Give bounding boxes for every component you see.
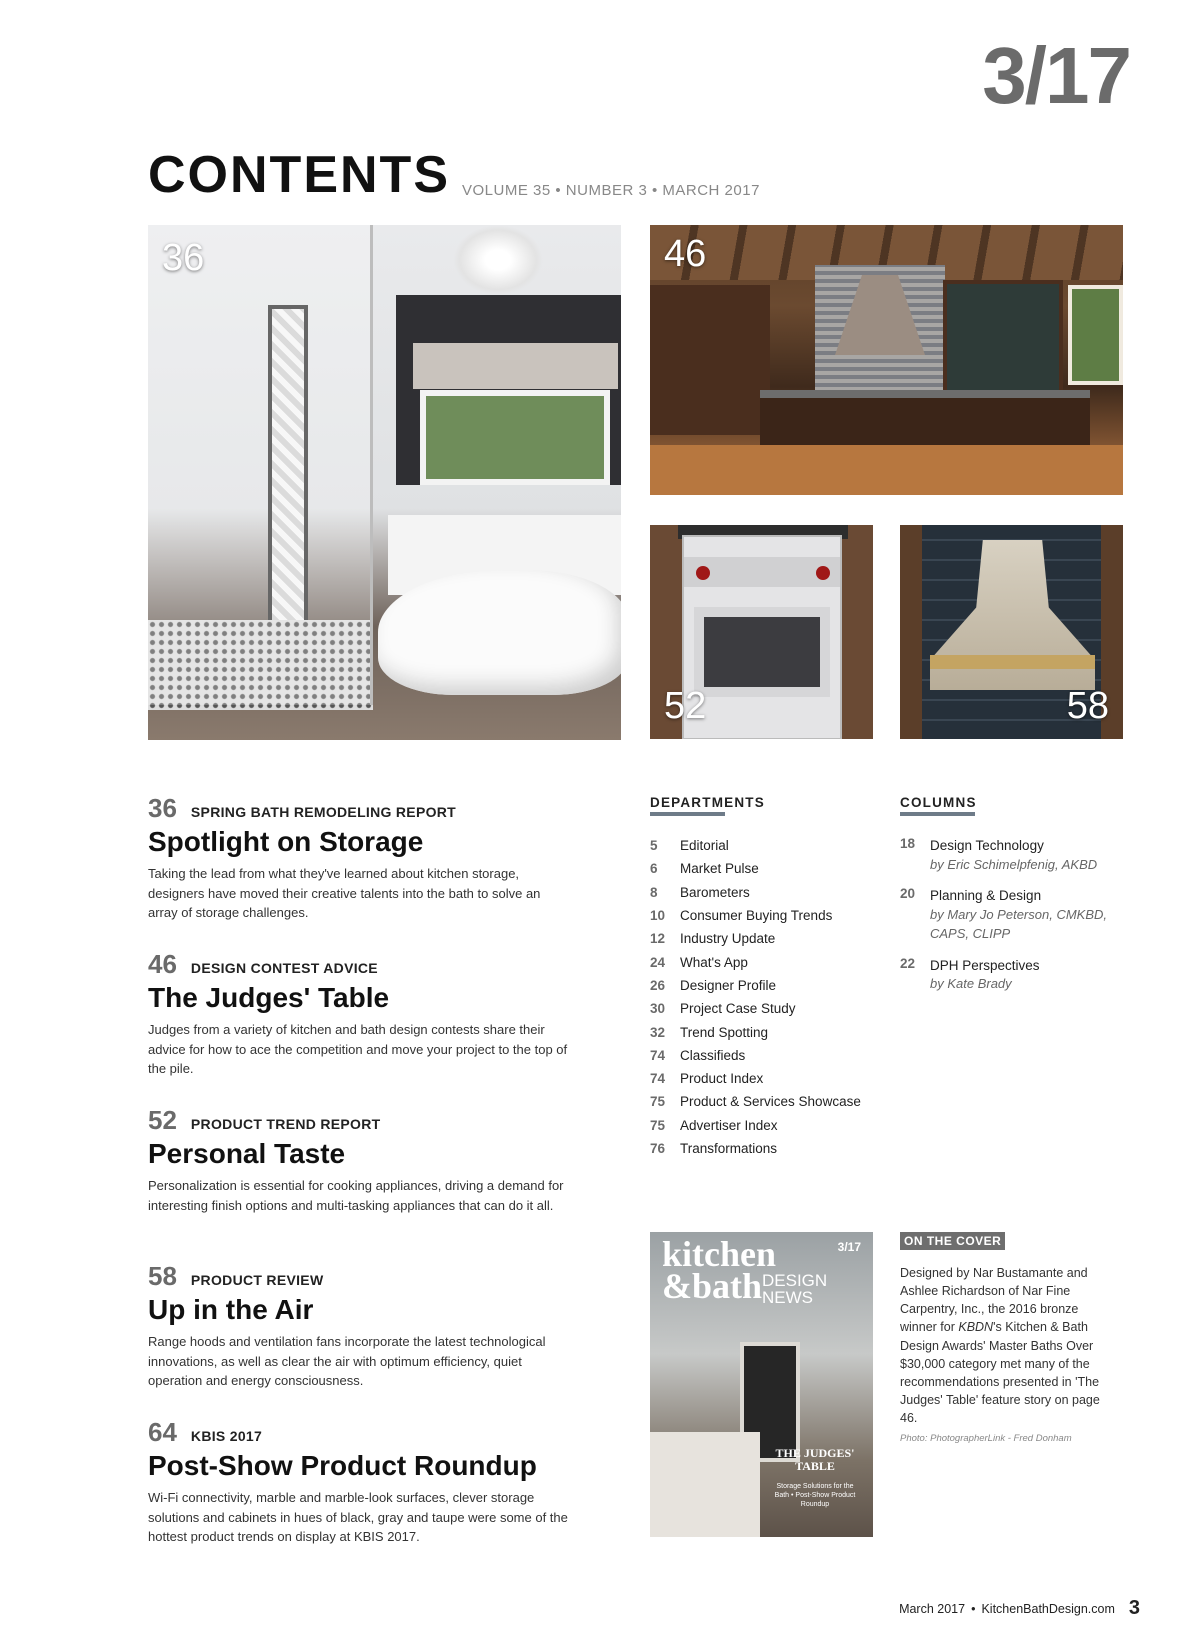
cover-logo: &bath	[662, 1266, 763, 1306]
department-label: Editorial	[680, 838, 729, 854]
feature-kicker: DESIGN CONTEST ADVICE	[190, 960, 378, 976]
feature-page: 52	[148, 1105, 177, 1135]
department-label: Product & Services Showcase	[680, 1094, 861, 1110]
photo-kitchen[interactable]	[650, 225, 1123, 495]
photo-detail	[650, 285, 770, 435]
department-page: 24	[650, 954, 666, 970]
column-text	[930, 836, 1140, 874]
volume-info: VOLUME 35 • NUMBER 3 • MARCH 2017	[462, 182, 760, 199]
column-page: 18	[900, 836, 916, 851]
department-label: Trend Spotting	[680, 1024, 769, 1040]
department-label: Industry Update	[680, 931, 776, 947]
column-item[interactable]	[900, 956, 1140, 994]
department-item[interactable]	[650, 1090, 910, 1113]
photo-credit: Photo: PhotographerLink - Fred Donham	[900, 1433, 1072, 1444]
feature-title[interactable]: Up in the Air	[148, 1294, 314, 1325]
column-page: 20	[900, 886, 916, 902]
department-item[interactable]	[650, 881, 910, 904]
feature-desc: Judges from a variety of kitchen and bath design contests share their advice for how to ace the competition and move your project to the top of the pile.	[148, 1022, 568, 1077]
feature-item[interactable]	[148, 1261, 568, 1391]
department-page: 75	[650, 1094, 666, 1110]
department-page: 75	[650, 1117, 666, 1133]
department-label: Designer Profile	[680, 977, 777, 993]
feature-item[interactable]	[148, 1105, 568, 1215]
photo-range[interactable]	[650, 525, 873, 739]
photo-detail	[816, 566, 830, 580]
cover-issue: 3/17	[837, 1240, 861, 1254]
department-page: 10	[650, 908, 666, 924]
department-item[interactable]	[650, 997, 910, 1020]
department-page: 26	[650, 977, 666, 993]
cover-detail	[650, 1432, 760, 1537]
issue-number: 3/17	[982, 31, 1130, 120]
photo-range-hood[interactable]	[900, 525, 1123, 739]
department-page: 32	[650, 1024, 666, 1040]
feature-kicker: KBIS 2017	[190, 1428, 263, 1444]
cover-headline: THE JUDGES' TABLE	[775, 1446, 855, 1474]
feature-item[interactable]	[148, 793, 568, 923]
department-label: Advertiser Index	[680, 1117, 778, 1133]
feature-kicker: SPRING BATH REMODELING REPORT	[190, 804, 457, 820]
department-item[interactable]	[650, 1067, 910, 1090]
department-item[interactable]	[650, 834, 910, 857]
department-item[interactable]	[650, 857, 910, 880]
photo-detail	[696, 566, 710, 580]
department-page: 76	[650, 1141, 666, 1156]
photo-detail	[900, 525, 922, 739]
cover-text-part: 's Kitchen & Bath Design Awards' Master Baths Over $30,000 category met many of the recommendations presented in 'The Judges' Table' feature story on page 46.	[900, 1320, 1100, 1425]
feature-page: 64	[148, 1417, 177, 1447]
department-item[interactable]	[650, 974, 910, 997]
departments-list	[650, 834, 910, 1160]
column-text	[930, 886, 1140, 943]
feature-item[interactable]	[148, 1417, 568, 1547]
departments-heading: DEPARTMENTS	[650, 795, 765, 816]
columns-list	[900, 836, 1140, 1006]
cover-logo: kitchen	[662, 1234, 777, 1274]
department-page: 74	[650, 1047, 666, 1063]
footer-site[interactable]: KitchenBathDesign.com	[981, 1601, 1115, 1616]
department-label: What's App	[680, 954, 748, 970]
department-label: Classifieds	[680, 1047, 746, 1063]
department-page: 5	[650, 838, 658, 854]
cover-thumbnail[interactable]	[650, 1232, 873, 1537]
department-item[interactable]	[650, 950, 910, 973]
photo-detail	[378, 570, 621, 695]
column-item[interactable]	[900, 886, 1140, 943]
footer-separator: •	[971, 1601, 976, 1616]
department-label: Consumer Buying Trends	[680, 908, 833, 924]
photo-detail	[694, 607, 830, 697]
feature-desc: Personalization is essential for cooking appliances, driving a demand for interesting finish options and multi-tasking appliances that can do it all.	[148, 1178, 564, 1213]
photo-detail	[760, 390, 1090, 445]
department-item[interactable]	[650, 1044, 910, 1067]
department-item[interactable]	[650, 904, 910, 927]
feature-kicker: PRODUCT TREND REPORT	[190, 1116, 381, 1132]
feature-page: 58	[148, 1261, 177, 1291]
cover-logo: DESIGN NEWS	[762, 1271, 828, 1307]
feature-title[interactable]: Post-Show Product Roundup	[148, 1450, 537, 1481]
department-label: Market Pulse	[680, 861, 759, 877]
department-label: Project Case Study	[680, 1001, 796, 1017]
cover-description	[900, 1264, 1105, 1427]
department-page: 12	[650, 931, 666, 947]
column-label: Planning & Design	[930, 888, 1042, 904]
feature-desc: Taking the lead from what they've learned about kitchen storage, designers have moved their creative talents into the bath to solve an array of storage challenges.	[148, 866, 541, 921]
column-byline: by Eric Schimelpfenig, AKBD	[930, 856, 1098, 872]
photo-page-number: 46	[664, 233, 707, 275]
feature-item[interactable]	[148, 949, 568, 1079]
department-label: Barometers	[680, 884, 750, 900]
on-the-cover-tag: ON THE COVER	[900, 1232, 1005, 1250]
feature-page: 46	[148, 949, 177, 979]
photo-detail	[148, 225, 373, 705]
footer-date: March 2017	[899, 1601, 966, 1616]
department-item[interactable]	[650, 1137, 910, 1160]
photo-detail	[413, 343, 618, 389]
department-page: 8	[650, 884, 658, 900]
department-page: 6	[650, 861, 658, 877]
department-page: 74	[650, 1071, 666, 1087]
department-item[interactable]	[650, 1114, 910, 1137]
column-text	[930, 956, 1140, 994]
department-item[interactable]	[650, 927, 910, 950]
column-byline: by Kate Brady	[930, 976, 1012, 992]
columns-heading: COLUMNS	[900, 795, 977, 816]
photo-detail	[650, 445, 1123, 495]
photo-page-number: 52	[664, 685, 707, 727]
feature-page: 36	[148, 793, 177, 823]
photo-detail	[420, 390, 610, 485]
department-label: Product Index	[680, 1071, 764, 1087]
column-byline: by Mary Jo Peterson, CMKBD, CAPS, CLIPP	[930, 906, 1107, 941]
photo-bathroom[interactable]	[148, 225, 621, 740]
cover-subheads: Storage Solutions for the Bath • Post-Show Product Roundup	[774, 1483, 856, 1509]
column-label: Design Technology	[930, 838, 1044, 853]
photo-detail	[930, 655, 1095, 669]
feature-desc: Range hoods and ventilation fans incorporate the latest technological innovations, as well as clear the air with optimum efficiency, quiet operation and energy consciousness.	[148, 1334, 546, 1389]
column-page: 22	[900, 955, 916, 971]
photo-detail	[1068, 285, 1123, 385]
column-item[interactable]	[900, 836, 1140, 874]
photo-detail	[453, 225, 543, 295]
photo-page-number: 36	[162, 237, 205, 279]
cover-text-part: Designed by Nar Bustamante and Ashlee Richardson of Nar Fine Carpentry, Inc., the 2016 bronze winner for	[900, 1266, 1088, 1335]
feature-desc: Wi-Fi connectivity, marble and marble-look surfaces, clever storage solutions and cabinets in hues of black, gray and taupe were some of the hottest product trends on display at KBIS 2017.	[148, 1490, 568, 1545]
department-item[interactable]	[650, 1020, 910, 1043]
department-label: Transformations	[680, 1141, 778, 1156]
cover-text-italic: KBDN	[958, 1320, 994, 1335]
page-title: CONTENTS	[148, 146, 450, 204]
feature-title[interactable]: Spotlight on Storage	[148, 826, 424, 857]
feature-kicker: PRODUCT REVIEW	[190, 1272, 324, 1288]
page-number: 3	[1128, 1597, 1140, 1619]
department-page: 30	[650, 1001, 666, 1017]
feature-title[interactable]: Personal Taste	[148, 1138, 346, 1169]
column-label: DPH Perspectives	[930, 957, 1040, 973]
page-footer	[899, 1597, 1140, 1620]
feature-title[interactable]: The Judges' Table	[148, 982, 390, 1013]
photo-page-number: 58	[1066, 685, 1109, 727]
